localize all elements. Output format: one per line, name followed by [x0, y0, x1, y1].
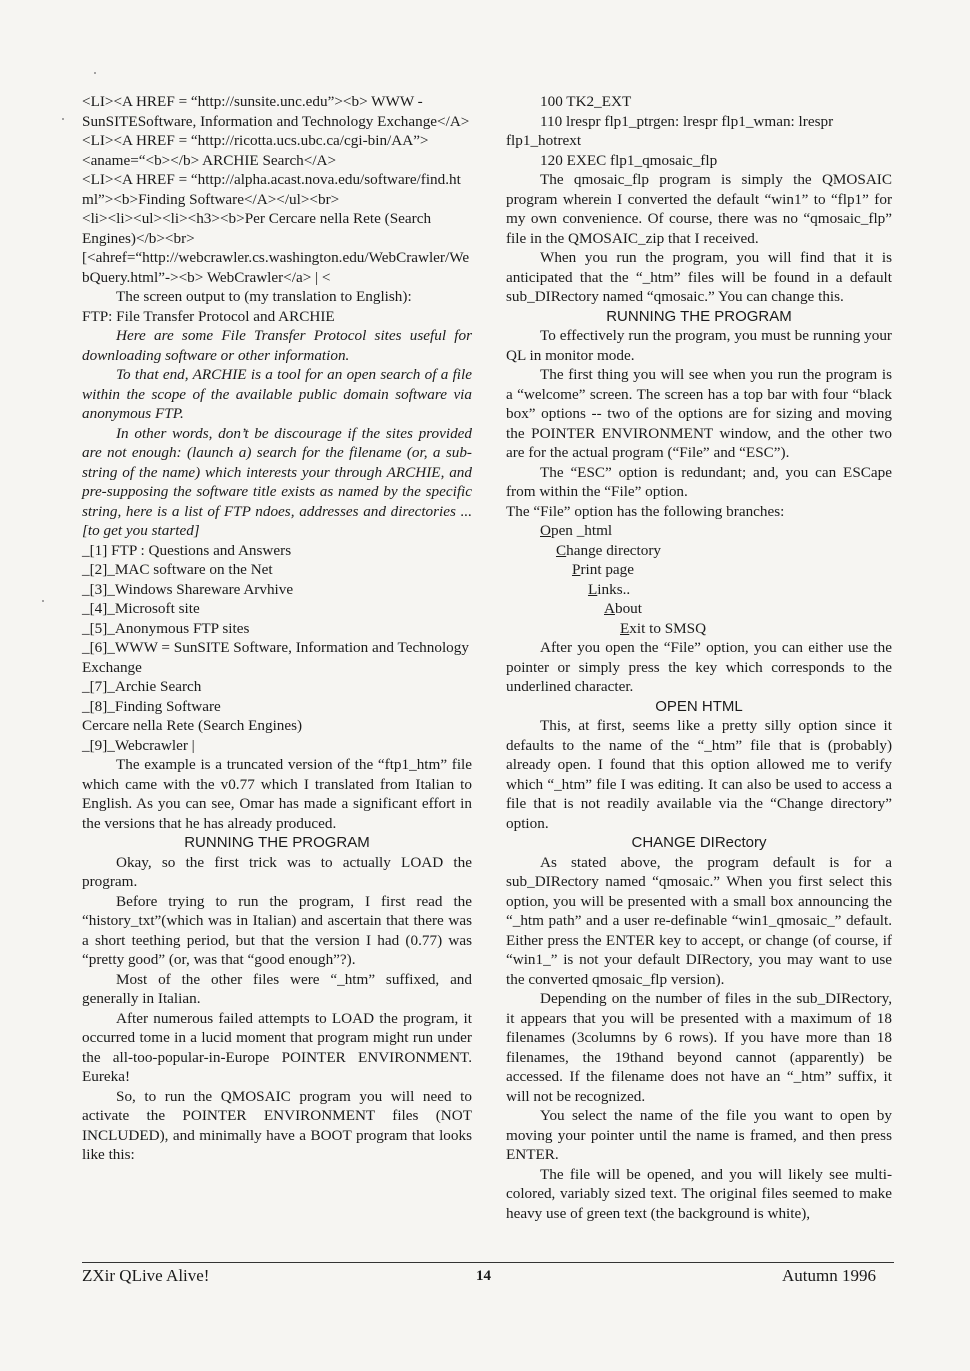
scan-speck: [42, 600, 44, 602]
paragraph: The screen output to (my translation to English):: [116, 288, 412, 305]
paragraph: This, at first, seems like a pretty silly option since it defaults to the name of the “_htm” file that is (probably) already open. I found that this option allowed me to verify which “_htm” file I was editing. It can also be used to access a file that is not readily available via the “Change directory” option.: [506, 717, 892, 832]
section-heading: RUNNING THE PROGRAM: [606, 307, 792, 325]
right-column: [506, 92, 892, 1223]
section-heading: RUNNING THE PROGRAM: [184, 834, 370, 851]
list-item: _[4]_Microsoft site: [82, 600, 200, 617]
section-heading: OPEN HTML: [655, 697, 743, 715]
paragraph: The example is a truncated version of the “ftp1_htm” file which came with the v0.77 which I translated from Italian to English. As you can see, Omar has made a significant effort in the versions that he has already produced.: [82, 756, 472, 832]
list-item: _[6]_WWW = SunSITE Software, Information and Technology Exchange: [82, 639, 469, 676]
paragraph: FTP: File Transfer Protocol and ARCHIE: [82, 307, 335, 325]
html-line: <li><li><ul><li><h3><b>Per Cercare nella Rete (Search Engines)</b><br>: [82, 210, 432, 247]
footer-rule: [82, 1262, 894, 1263]
menu-item-about: About: [604, 600, 642, 617]
menu-item-links: Links..: [588, 580, 631, 598]
scan-speck: [62, 118, 64, 120]
scan-speck: [94, 72, 96, 74]
html-line: <LI><A HREF = “http://alpha.acast.nova.edu/software/find.html”><b>Finding Software</A></ul><br>: [82, 171, 461, 208]
left-column: [82, 92, 472, 1165]
italic-paragraph: In other words, don’t be discourage if the sites provided are not enough: (launch a) search for the filename (or, a sub-string of the name) which interests your through ARCHIE, and pre-supposing the software title exists as named by the specific string, here is a list of FTP ndoes, addresses and directories ... [to get you started]: [82, 424, 472, 539]
code-line: 120 EXEC flp1_qmosaic_flp: [540, 151, 718, 169]
code-line: 110 lrespr flp1_ptrgen: lrespr flp1_wman: lrespr flp1_hotrext: [506, 112, 834, 149]
paragraph: You select the name of the file you want to open by moving your pointer until the name is framed, and then press ENTER.: [506, 1107, 892, 1163]
html-line: [<ahref=“http://webcrawler.cs.washington.edu/WebCrawler/WebQuery.html”-><b> WebCrawler</a> | <: [82, 249, 470, 286]
list-item: _[2]_MAC software on the Net: [82, 561, 273, 578]
paragraph: After you open the “File” option, you can either use the pointer or simply press the key which corresponds to the underlined character.: [506, 639, 892, 695]
menu-item-change-directory: Change directory: [556, 541, 662, 559]
menu-item-exit: Exit to SMSQ: [620, 619, 707, 637]
list-item: _[7]_Archie Search: [82, 678, 202, 695]
list-item: Cercare nella Rete (Search Engines): [82, 717, 303, 734]
list-item: _[8]_Finding Software: [82, 697, 221, 715]
italic-paragraph: To that end, ARCHIE is a tool for an open search of a file within the scope of the available public domain software via anonymous FTP.: [82, 366, 472, 422]
paragraph: The first thing you will see when you run the program is a “welcome” screen. The screen has a top bar with four “black box” options -- two of the options are for sizing and moving the POINTER ENVIRONMENT window, and the other two are for the actual program (“File” and “ESC”).: [506, 366, 892, 461]
paragraph: The “File” option has the following branches:: [506, 502, 785, 520]
paragraph: Before trying to run the program, I first read the “history_txt”(which was in Italian) and ascertain that there was a short teething period, but that the version I had (0.77) was “pretty good” (or, was that “good enough”?).: [82, 892, 472, 968]
list-item: _[3]_Windows Shareware Arvhive: [82, 580, 294, 598]
page-number: 14: [476, 1268, 491, 1284]
paragraph: The file will be opened, and you will likely see multi-colored, variably sized text. The original files seemed to make heavy use of green text (the background is white),: [506, 1165, 892, 1222]
paragraph: Depending on the number of files in the sub_DIRectory, it appears that you will be presented with a maximum of 18 filenames (3columns by 6 rows). If you have more than 18 filenames, the 19thand beyond cannot (apparently) be accessed. If the filename does not have an “_htm” suffix, it will not be recognized.: [506, 990, 892, 1105]
html-line: <LI><A HREF = “http://sunsite.unc.edu”><b> WWW - SunSITESoftware, Information and Technology Exchange</A>: [82, 93, 470, 130]
paragraph: Okay, so the first trick was to actually LOAD the program.: [82, 853, 472, 890]
footer-publication: ZXir QLive Alive!: [82, 1266, 210, 1285]
list-item: _[5]_Anonymous FTP sites: [82, 619, 250, 637]
paragraph: So, to run the QMOSAIC program you will need to activate the POINTER ENVIRONMENT files (NOT INCLUDED), and minimally have a BOOT program that looks like this:: [82, 1087, 472, 1163]
list-item: _[9]_Webcrawler |: [82, 736, 195, 754]
section-heading: CHANGE DIRectory: [631, 834, 767, 851]
file-menu-list: [506, 521, 892, 638]
menu-item-open-html: Open _html: [540, 522, 613, 539]
paragraph: As stated above, the program default is for a sub_DIRectory named “qmosaic.” When you first select this option, you will be presented with a small box announcing the “_htm path” and a user re-definable “win1_qmosaic_” default. Either press the ENTER key to accept, or change (of course, if “win1_” is not your default DIRectory, you may want to use the converted qmosaic_flp version).: [506, 853, 892, 988]
paragraph: To effectively run the program, you must be running your QL in monitor mode.: [506, 327, 892, 364]
paragraph: Most of the other files were “_htm” suffixed, and generally in Italian.: [82, 970, 472, 1007]
menu-item-print-page: Print page: [572, 561, 635, 578]
html-line: <LI><A HREF = “http://ricotta.ucs.ubc.ca/cgi-bin/AA”><aname=“<b></b> ARCHIE Search</A>: [82, 132, 429, 169]
paragraph: The qmosaic_flp program is simply the QMOSAIC program wherein I converted the default “win1” to “flp1” for my own convenience. Of course, there was no “qmosaic_flp” file in the QMOSAIC_zip that I received.: [506, 171, 892, 247]
paragraph: When you run the program, you will find that it is anticipated that the “_htm” files will be found in a default sub_DIRectory named “qmosaic.” You can change this.: [506, 249, 892, 305]
italic-paragraph: Here are some File Transfer Protocol sites useful for downloading software or other information.: [82, 327, 472, 364]
list-item: _[1] FTP : Questions and Answers: [82, 541, 292, 559]
paragraph: After numerous failed attempts to LOAD the program, it occurred tome in a lucid moment that program might run under the all-too-popular-in-Europe POINTER ENVIRONMENT. Eureka!: [82, 1009, 472, 1085]
footer-issue: Autumn 1996: [782, 1266, 876, 1285]
paragraph: The “ESC” option is redundant; and, you can ESCape from within the “File” option.: [506, 463, 892, 500]
code-line: 100 TK2_EXT: [540, 93, 632, 110]
